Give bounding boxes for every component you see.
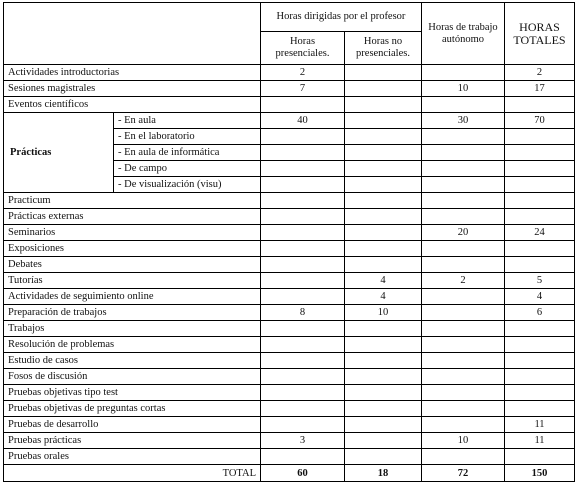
- total-label: TOTAL: [4, 465, 261, 482]
- activity-label: Tutorías: [4, 273, 261, 289]
- hours-autonomo-cell: [422, 97, 505, 113]
- activity-label: Estudio de casos: [4, 353, 261, 369]
- hours-no-presenciales-cell: 10: [345, 305, 422, 321]
- hours-total-cell: 17: [505, 81, 575, 97]
- hours-total-cell: [505, 369, 575, 385]
- hours-total-cell: 5: [505, 273, 575, 289]
- activity-row: [4, 401, 575, 417]
- hours-autonomo-cell: [422, 145, 505, 161]
- header-blank-cell: [4, 3, 261, 65]
- hours-presenciales-cell: [261, 209, 345, 225]
- hours-autonomo-cell: [422, 193, 505, 209]
- total-total-cell: 150: [505, 465, 575, 482]
- hours-presenciales-cell: [261, 129, 345, 145]
- header-totales: HORAS TOTALES: [505, 3, 575, 65]
- activity-row: [4, 225, 575, 241]
- hours-no-presenciales-cell: [345, 209, 422, 225]
- hours-no-presenciales-cell: [345, 369, 422, 385]
- hours-total-cell: 11: [505, 433, 575, 449]
- hours-total-cell: [505, 401, 575, 417]
- hours-total-cell: 2: [505, 65, 575, 81]
- practicas-sub-label: - De campo: [114, 161, 261, 177]
- hours-total-cell: [505, 241, 575, 257]
- practicas-label: Prácticas: [4, 113, 114, 193]
- hours-table: [3, 2, 575, 482]
- hours-presenciales-cell: [261, 145, 345, 161]
- hours-autonomo-cell: [422, 241, 505, 257]
- hours-autonomo-cell: [422, 161, 505, 177]
- hours-no-presenciales-cell: 4: [345, 273, 422, 289]
- activity-row: [4, 369, 575, 385]
- activity-row: [4, 193, 575, 209]
- hours-presenciales-cell: [261, 193, 345, 209]
- hours-presenciales-cell: [261, 161, 345, 177]
- hours-autonomo-cell: [422, 321, 505, 337]
- activity-label: Eventos científicos: [4, 97, 261, 113]
- header-row-1: [4, 3, 575, 32]
- hours-autonomo-cell: 30: [422, 113, 505, 129]
- hours-presenciales-cell: [261, 449, 345, 465]
- activity-row: [4, 385, 575, 401]
- hours-autonomo-cell: [422, 401, 505, 417]
- total-row: [4, 465, 575, 482]
- activity-label: Practicum: [4, 193, 261, 209]
- header-group: Horas dirigidas por el profesor: [261, 3, 422, 32]
- activity-row: [4, 289, 575, 305]
- hours-presenciales-cell: 3: [261, 433, 345, 449]
- activity-row: [4, 449, 575, 465]
- hours-autonomo-cell: [422, 129, 505, 145]
- hours-autonomo-cell: [422, 417, 505, 433]
- hours-no-presenciales-cell: [345, 113, 422, 129]
- total-no-presenciales-cell: 18: [345, 465, 422, 482]
- hours-presenciales-cell: [261, 353, 345, 369]
- hours-presenciales-cell: [261, 369, 345, 385]
- activity-row: [4, 65, 575, 81]
- activity-label: Pruebas objetivas tipo test: [4, 385, 261, 401]
- activity-row: [4, 433, 575, 449]
- activity-label: Pruebas de desarrollo: [4, 417, 261, 433]
- hours-total-cell: [505, 449, 575, 465]
- activity-row: [4, 257, 575, 273]
- header-presenciales: Horas presenciales.: [261, 32, 345, 65]
- hours-autonomo-cell: [422, 337, 505, 353]
- activity-row: [4, 417, 575, 433]
- hours-presenciales-cell: [261, 225, 345, 241]
- hours-presenciales-cell: [261, 177, 345, 193]
- hours-autonomo-cell: 20: [422, 225, 505, 241]
- activity-label: Sesiones magistrales: [4, 81, 261, 97]
- hours-no-presenciales-cell: [345, 225, 422, 241]
- activity-row: [4, 353, 575, 369]
- hours-autonomo-cell: 10: [422, 433, 505, 449]
- activity-label: Prácticas externas: [4, 209, 261, 225]
- activity-row: [4, 241, 575, 257]
- hours-total-cell: [505, 161, 575, 177]
- practicas-row: [4, 113, 575, 129]
- hours-total-cell: 70: [505, 113, 575, 129]
- hours-presenciales-cell: [261, 289, 345, 305]
- hours-no-presenciales-cell: 4: [345, 289, 422, 305]
- hours-total-cell: [505, 353, 575, 369]
- activity-label: Pruebas objetivas de preguntas cortas: [4, 401, 261, 417]
- hours-total-cell: 6: [505, 305, 575, 321]
- hours-total-cell: [505, 209, 575, 225]
- hours-no-presenciales-cell: [345, 353, 422, 369]
- activity-label: Actividades de seguimiento online: [4, 289, 261, 305]
- hours-autonomo-cell: 10: [422, 81, 505, 97]
- hours-autonomo-cell: [422, 257, 505, 273]
- header-autonomo: Horas de trabajo autónomo: [422, 3, 505, 65]
- hours-no-presenciales-cell: [345, 449, 422, 465]
- hours-presenciales-cell: [261, 385, 345, 401]
- hours-presenciales-cell: 2: [261, 65, 345, 81]
- hours-total-cell: [505, 257, 575, 273]
- hours-no-presenciales-cell: [345, 177, 422, 193]
- practicas-sub-label: - En el laboratorio: [114, 129, 261, 145]
- activity-label: Fosos de discusión: [4, 369, 261, 385]
- activity-row: [4, 81, 575, 97]
- hours-presenciales-cell: 7: [261, 81, 345, 97]
- hours-autonomo-cell: [422, 369, 505, 385]
- hours-autonomo-cell: [422, 177, 505, 193]
- hours-presenciales-cell: [261, 417, 345, 433]
- hours-table-wrapper: [3, 2, 575, 482]
- hours-no-presenciales-cell: [345, 161, 422, 177]
- hours-no-presenciales-cell: [345, 257, 422, 273]
- hours-no-presenciales-cell: [345, 417, 422, 433]
- practicas-sub-label: - En aula de informática: [114, 145, 261, 161]
- hours-presenciales-cell: [261, 273, 345, 289]
- hours-autonomo-cell: [422, 289, 505, 305]
- hours-autonomo-cell: [422, 209, 505, 225]
- hours-total-cell: [505, 321, 575, 337]
- hours-total-cell: 11: [505, 417, 575, 433]
- hours-autonomo-cell: [422, 385, 505, 401]
- hours-total-cell: [505, 177, 575, 193]
- hours-presenciales-cell: 8: [261, 305, 345, 321]
- hours-no-presenciales-cell: [345, 433, 422, 449]
- hours-presenciales-cell: [261, 337, 345, 353]
- hours-no-presenciales-cell: [345, 65, 422, 81]
- hours-no-presenciales-cell: [345, 145, 422, 161]
- hours-total-cell: [505, 385, 575, 401]
- hours-presenciales-cell: [261, 241, 345, 257]
- hours-no-presenciales-cell: [345, 321, 422, 337]
- hours-autonomo-cell: [422, 449, 505, 465]
- activity-label: Pruebas orales: [4, 449, 261, 465]
- activity-label: Exposiciones: [4, 241, 261, 257]
- practicas-sub-label: - De visualización (visu): [114, 177, 261, 193]
- activity-label: Actividades introductorias: [4, 65, 261, 81]
- activity-label: Debates: [4, 257, 261, 273]
- hours-no-presenciales-cell: [345, 81, 422, 97]
- hours-no-presenciales-cell: [345, 385, 422, 401]
- hours-autonomo-cell: [422, 65, 505, 81]
- practicas-sub-label: - En aula: [114, 113, 261, 129]
- hours-no-presenciales-cell: [345, 193, 422, 209]
- hours-autonomo-cell: [422, 305, 505, 321]
- hours-total-cell: [505, 337, 575, 353]
- total-autonomo-cell: 72: [422, 465, 505, 482]
- hours-no-presenciales-cell: [345, 129, 422, 145]
- hours-no-presenciales-cell: [345, 401, 422, 417]
- hours-total-cell: 24: [505, 225, 575, 241]
- hours-total-cell: [505, 97, 575, 113]
- hours-presenciales-cell: [261, 401, 345, 417]
- activity-row: [4, 321, 575, 337]
- activity-row: [4, 97, 575, 113]
- activity-row: [4, 337, 575, 353]
- activity-row: [4, 305, 575, 321]
- total-presenciales-cell: 60: [261, 465, 345, 482]
- activity-label: Trabajos: [4, 321, 261, 337]
- hours-autonomo-cell: 2: [422, 273, 505, 289]
- header-no-presenciales: Horas no presenciales.: [345, 32, 422, 65]
- hours-total-cell: [505, 129, 575, 145]
- hours-total-cell: 4: [505, 289, 575, 305]
- hours-presenciales-cell: 40: [261, 113, 345, 129]
- hours-autonomo-cell: [422, 353, 505, 369]
- activity-row: [4, 209, 575, 225]
- activity-label: Resolución de problemas: [4, 337, 261, 353]
- hours-no-presenciales-cell: [345, 241, 422, 257]
- activity-label: Seminarios: [4, 225, 261, 241]
- hours-no-presenciales-cell: [345, 97, 422, 113]
- hours-no-presenciales-cell: [345, 337, 422, 353]
- hours-presenciales-cell: [261, 257, 345, 273]
- hours-presenciales-cell: [261, 321, 345, 337]
- hours-total-cell: [505, 145, 575, 161]
- activity-row: [4, 273, 575, 289]
- hours-presenciales-cell: [261, 97, 345, 113]
- hours-total-cell: [505, 193, 575, 209]
- activity-label: Preparación de trabajos: [4, 305, 261, 321]
- activity-label: Pruebas prácticas: [4, 433, 261, 449]
